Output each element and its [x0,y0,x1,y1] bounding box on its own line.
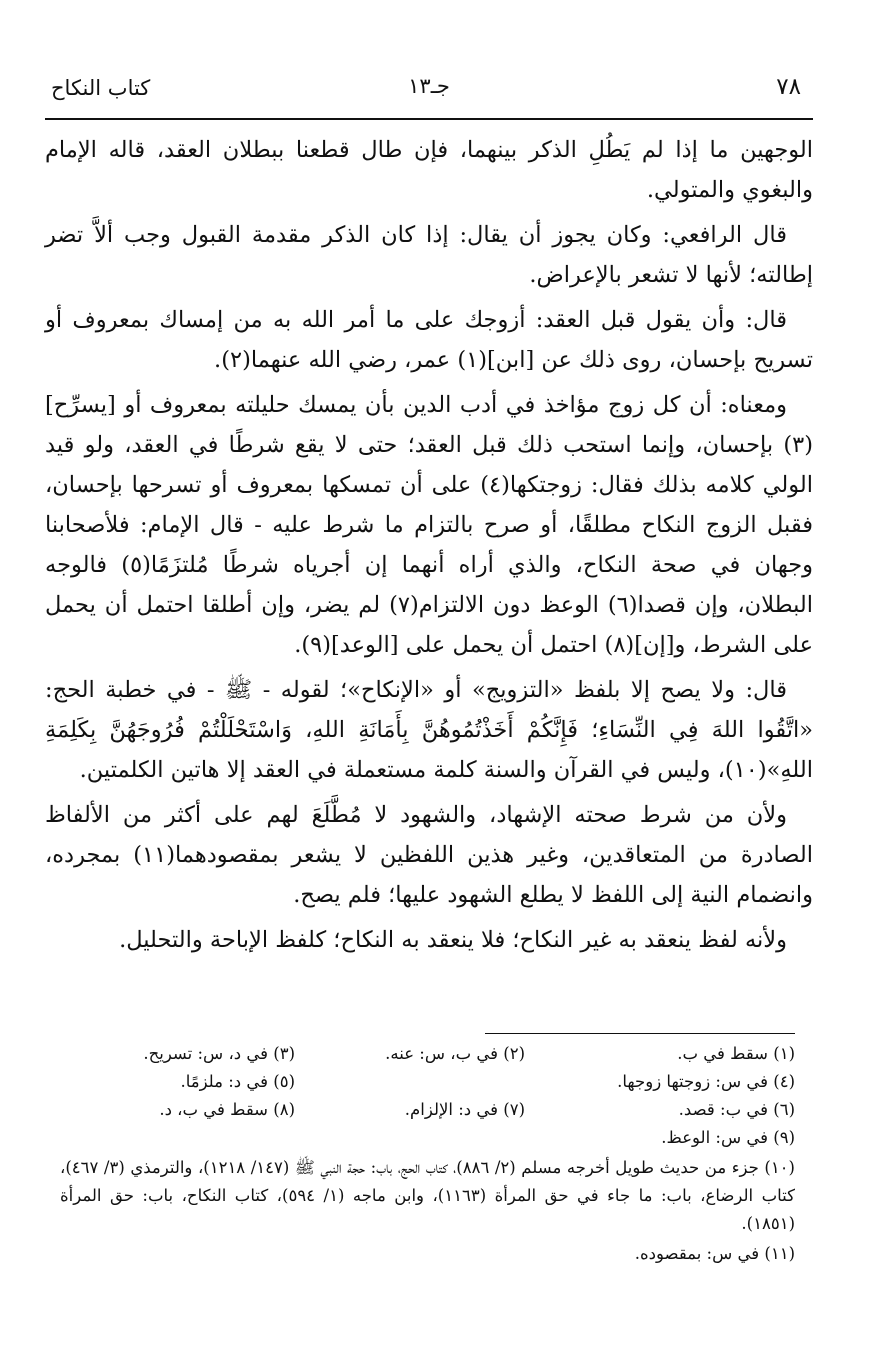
page-number: ٧٨ [776,74,801,100]
footnote: (٢) في ب، س: عنه. [385,1044,525,1063]
footnotes [60,1040,795,1268]
footnote: (١) سقط في ب. [677,1044,795,1063]
footnote: (٩) في س: الوعظ. [661,1128,795,1147]
main-text [45,130,813,965]
footnote: (٨) سقط في ب، د. [159,1100,295,1119]
paragraph: قال الرافعي: وكان يجوز أن يقال: إذا كان الذكر مقدمة القبول وجب ألاَّ تضر إطالته؛ لأنها لا تشعر بالإعراض. [45,222,813,288]
footnote: (١١) في س: بمقصوده. [634,1244,795,1263]
footnote-row [60,1124,795,1152]
footnote: (١٠) جزء من حديث طويل أخرجه مسلم (٢/ ٨٨٦)، كتاب الحج، باب: حجة النبي ﷺ (١٤٧/ ١٢١٨)، والترمذي (٣/ ٤٦٧)، كتاب الرضاع، باب: ما جاء في حق المرأة (١١٦٣)، وابن ماجه (١/ ٥٩٤)، كتاب النكاح، باب: حق المرأة (١٨٥١). [60,1158,795,1233]
footnote: (٧) في د: الإلزام. [404,1100,525,1119]
footnote-rule [485,1033,795,1034]
header-rule [45,118,813,120]
paragraph: ولأن من شرط صحته الإشهاد، والشهود لا مُطَّلَعَ لهم على أكثر من الألفاظ الصادرة من المتعاقدين، وغير هذين اللفظين لا يشعر بمقصودهما(١١) بمجرده، وانضمام النية إلى اللفظ لا يطلع الشهود عليها؛ فلم يصح. [45,802,813,908]
paragraph: الوجهين ما إذا لم يَطُلِ الذكر بينهما، فإن طال قطعنا ببطلان العقد، قاله الإمام والبغوي والمتولي. [45,137,813,203]
running-header [45,74,813,114]
footnote [60,1124,295,1152]
footnote: (٥) في د: ملزمًا. [180,1072,295,1091]
paragraph: ومعناه: أن كل زوج مؤاخذ في أدب الدين بأن يمسك حليلته بمعروف أو [يسرِّح](٣) بإحسان، وإنما استحب ذلك قبل العقد؛ حتى لا يقع شرطًا في العقد، ولو قيد الولي كلامه بذلك فقال: زوجتكها(٤) على أن تمسكها بمعروف أو تسرحها بإحسان، فقبل الزوج النكاح مطلقًا، أو صرح بالتزام ما شرط عليه - قال الإمام: فلأصحابنا وجهان في صحة النكاح، والذي أراه أنهما إن أجرياه شرطًا مُلتزَمًا(٥) فالوجه البطلان، وإن قصدا(٦) الوعظ دون الالتزام(٧) لم يضر، وإن أطلقا احتمل أن يحمل على الشرط، و[إن](٨) احتمل أن يحمل على [الوعد](٩). [45,392,813,658]
footnote: (٦) في ب: قصد. [678,1100,795,1119]
footnote: (٤) في س: زوجتها زوجها. [617,1072,795,1091]
paragraph: قال: ولا يصح إلا بلفظ «التزويج» أو «الإنكاح»؛ لقوله - ﷺ - في خطبة الحج: «اتَّقُوا اللهَ فِي النِّسَاءِ؛ فَإِنَّكُمْ أَخَذْتُمُوهُنَّ بِأَمَانَةِ اللهِ، وَاسْتَحْلَلْتُمْ فُرُوجَهُنَّ بِكَلِمَةِ اللهِ»(١٠)، وليس في القرآن والسنة كلمة مستعملة في العقد إلا هاتين الكلمتين. [45,677,813,783]
volume-label: جـ١٣ [408,74,450,98]
footnote [295,1068,525,1096]
footnote-row [60,1040,795,1068]
footnote-row [60,1068,795,1096]
footnote: (٣) في د، س: تسريح. [143,1044,295,1063]
paragraph: ولأنه لفظ ينعقد به غير النكاح؛ فلا ينعقد به النكاح؛ كلفظ الإباحة والتحليل. [119,927,787,953]
footnote-row [60,1096,795,1124]
footnote [295,1124,525,1152]
paragraph: قال: وأن يقول قبل العقد: أزوجك على ما أمر الله به من إمساك بمعروف أو تسريح بإحسان، روى ذلك عن [ابن](١) عمر، رضي الله عنهما(٢). [45,307,813,373]
book-title: كتاب النكاح [51,76,151,100]
